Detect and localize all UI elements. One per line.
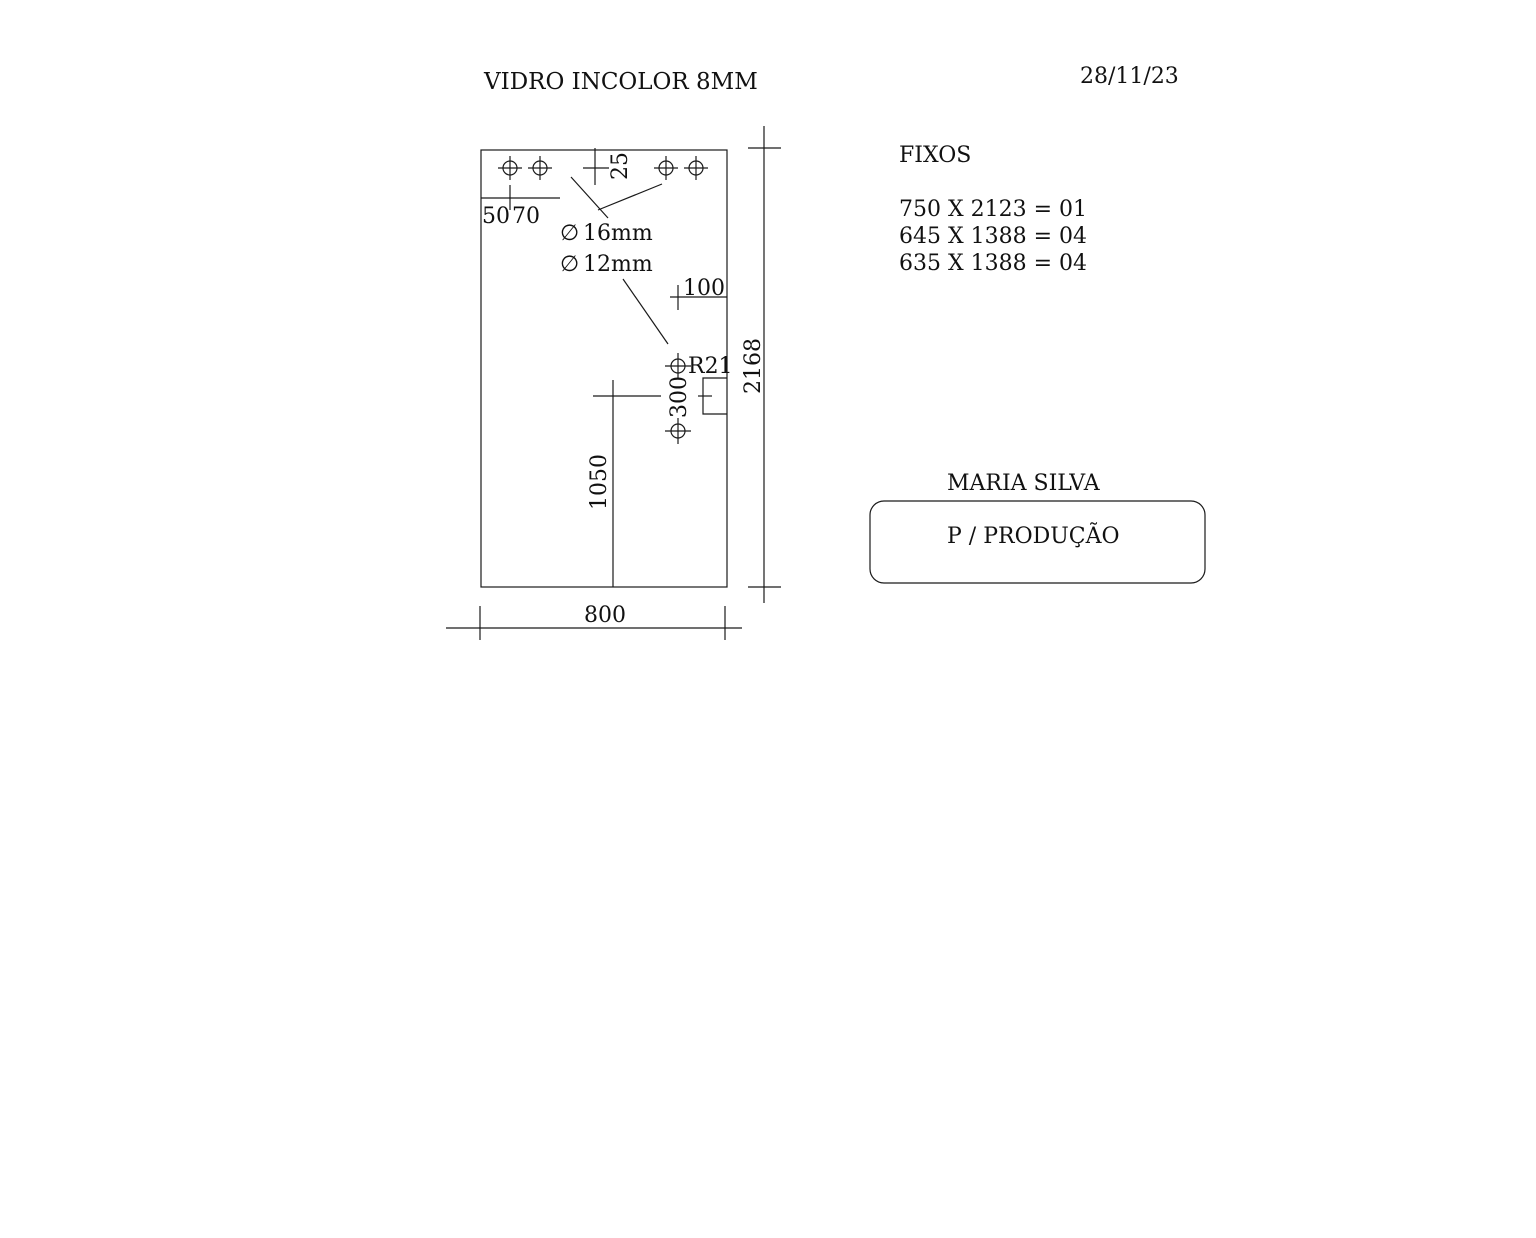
leader-hole-small — [623, 279, 668, 344]
dim-width: 800 — [584, 603, 626, 628]
production-stamp-label: P / PRODUÇÃO — [947, 524, 1120, 549]
dim-left-2: 70 — [512, 204, 540, 229]
diameter-symbol-1: ∅ — [560, 221, 580, 246]
leader-hole-right — [598, 184, 662, 210]
fixos-item-1: 750 X 2123 = 01 — [899, 197, 1088, 222]
dim-top-offset: 25 — [608, 152, 633, 180]
hole-top-3 — [654, 156, 678, 180]
diameter-symbol-2: ∅ — [560, 252, 580, 277]
hole-top-4 — [684, 156, 708, 180]
fixos-item-3: 635 X 1388 = 04 — [899, 251, 1088, 276]
dim-handle-height: 1050 — [587, 454, 612, 510]
dim-right-offset: 100 — [683, 276, 725, 301]
hole-small-label: 12mm — [583, 252, 653, 277]
dim-left-1: 50 — [482, 204, 510, 229]
drawing-title: VIDRO INCOLOR 8MM — [484, 69, 758, 95]
drawing-date: 28/11/23 — [1080, 64, 1179, 89]
client-name: MARIA SILVA — [947, 471, 1100, 496]
leader-hole-left — [571, 177, 608, 218]
fixos-item-2: 645 X 1388 = 04 — [899, 224, 1088, 249]
dim-spacing: 300 — [667, 376, 692, 418]
hole-top-2 — [528, 156, 552, 180]
dim-height: 2168 — [741, 338, 766, 394]
hole-top-1 — [498, 156, 522, 180]
hole-handle-bottom — [665, 418, 691, 444]
fixos-title: FIXOS — [899, 143, 972, 168]
hole-large-label: 16mm — [583, 221, 653, 246]
notch-radius-label: R21 — [688, 354, 733, 379]
